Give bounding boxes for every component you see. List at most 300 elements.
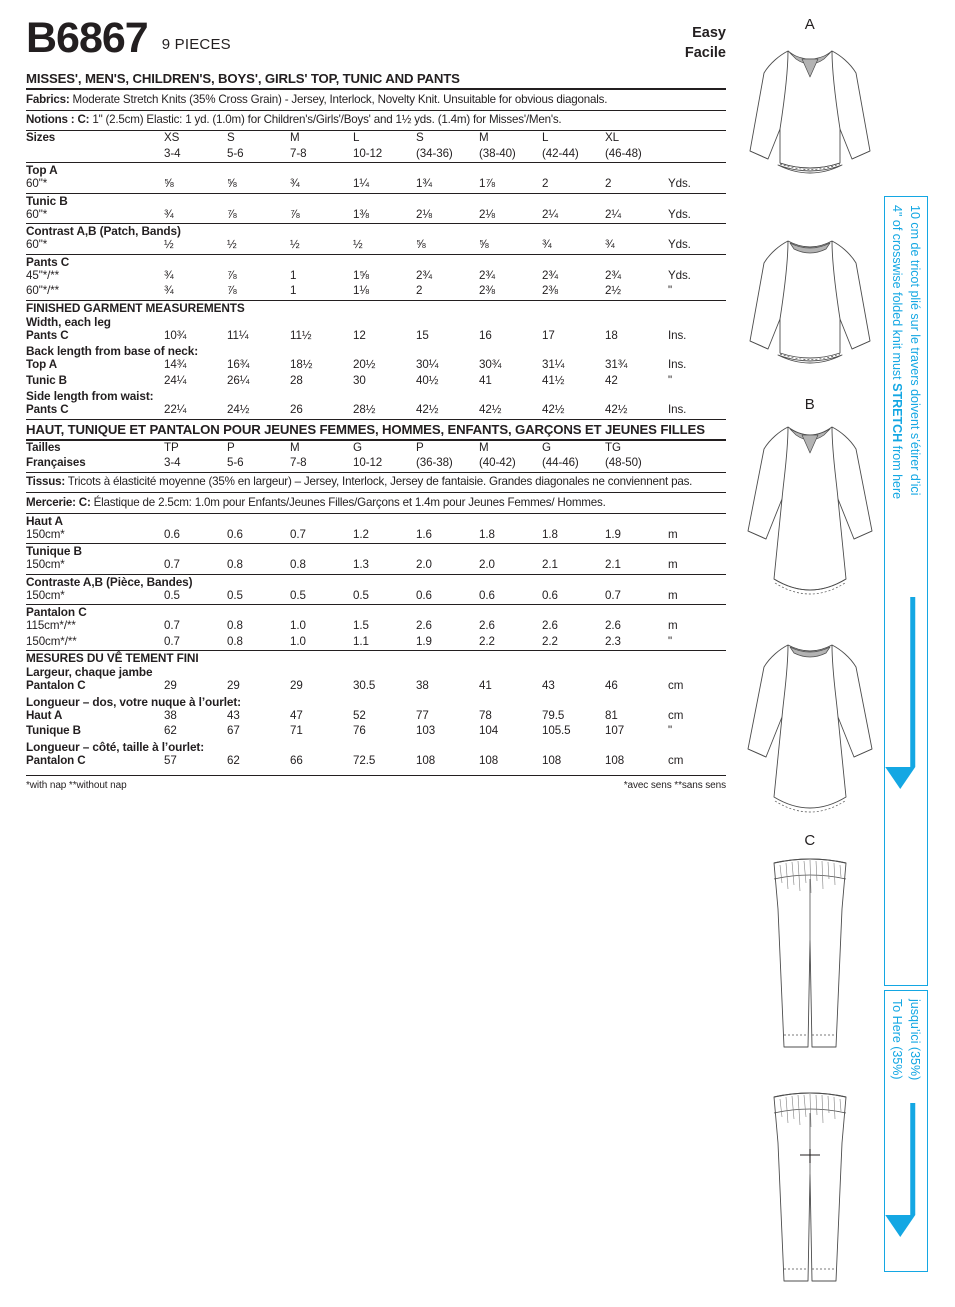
row-label: 60"*/** <box>26 284 60 298</box>
table-row <box>26 269 726 285</box>
fabric-group-table <box>26 208 726 224</box>
tissus-text: Tricots à élasticité moyenne (35% en largeur) – Jersey, Interlock, Jersey de fantaisie. Grandes diagonales ne conviennent pas. <box>64 475 693 489</box>
sizes-table-fr <box>26 441 726 472</box>
value-cell-4: 28½ <box>353 403 376 417</box>
header <box>26 14 726 63</box>
value-cell-1: ¾ <box>164 207 174 221</box>
figure-pants-c-front <box>744 832 876 1066</box>
value-cell-1: 24¼ <box>164 373 187 387</box>
unit-cell: m <box>668 558 678 572</box>
value-cell-2: 0.8 <box>227 634 243 648</box>
table-row <box>26 619 726 635</box>
figure-pants-c-back <box>744 1066 876 1300</box>
value-cell-7: 31¼ <box>542 358 565 372</box>
value-cell-7: 0.6 <box>542 588 558 602</box>
value-cell-6: ⅝ <box>479 238 489 252</box>
value-cell-3: 1 <box>290 268 297 282</box>
value-cell-8: 2 <box>605 177 612 191</box>
value-cell-7: 43 <box>542 679 555 693</box>
mercerie-line <box>26 493 726 512</box>
table-row <box>26 329 726 345</box>
nap-footer <box>26 776 726 791</box>
size-col-5: S <box>416 131 424 145</box>
row-label: Tunic B <box>26 373 67 387</box>
fabric-group-table <box>26 619 726 650</box>
measurement-subhead: Width, each leg <box>26 314 111 329</box>
value-cell-8: 1.9 <box>605 527 621 541</box>
fabric-requirements-en <box>26 162 726 300</box>
stretch-text-en <box>888 205 906 499</box>
value-cell-4: 76 <box>353 724 366 738</box>
value-cell-6: 42½ <box>479 403 502 417</box>
table-row <box>26 441 726 457</box>
value-cell-8: 107 <box>605 724 625 738</box>
row-label: 150cm* <box>26 588 65 602</box>
table-row <box>26 754 726 770</box>
measurement-table <box>26 754 726 770</box>
stretch-gauge-lower-box <box>884 990 928 1272</box>
top-back-icon <box>744 223 876 391</box>
stretch-gauge-lower-text <box>885 999 927 1080</box>
value-cell-5: 0.6 <box>416 588 432 602</box>
table-row <box>26 635 726 651</box>
fabric-group-table <box>26 528 726 544</box>
value-cell-4: ½ <box>353 238 363 252</box>
row-label: Pants C <box>26 328 69 342</box>
value-cell-4: 20½ <box>353 358 376 372</box>
value-cell-4: 52 <box>353 708 366 722</box>
unit-cell: Yds. <box>668 268 691 282</box>
sizes-label: Sizes <box>26 131 56 145</box>
size-range-4: 10-12 <box>353 146 383 160</box>
value-cell-5: 2.0 <box>416 558 432 572</box>
measurement-table <box>26 358 726 389</box>
value-cell-4: 1⅝ <box>353 268 369 282</box>
value-cell-7: 2.6 <box>542 619 558 633</box>
fr-size-range-7: (44-46) <box>542 456 579 470</box>
value-cell-8: 2.1 <box>605 558 621 572</box>
sizes-table-en <box>26 131 726 162</box>
fabric-group-name: Tunique B <box>26 544 82 559</box>
value-cell-2: ⅞ <box>227 207 237 221</box>
value-cell-8: 2¾ <box>605 268 621 282</box>
unit-cell: cm <box>668 708 684 722</box>
value-cell-1: 29 <box>164 679 177 693</box>
value-cell-5: 40½ <box>416 373 439 387</box>
value-cell-1: 10¾ <box>164 328 187 342</box>
value-cell-8: 2.6 <box>605 619 621 633</box>
value-cell-5: 15 <box>416 328 429 342</box>
value-cell-3: 0.7 <box>290 527 306 541</box>
value-cell-7: 42½ <box>542 403 565 417</box>
fr-size-col-4: G <box>353 440 362 454</box>
arrow-head-down-icon <box>885 1215 915 1237</box>
table-row <box>26 208 726 224</box>
measurement-subhead: Longueur – dos, votre nuque à l’ourlet: <box>26 694 242 709</box>
value-cell-6: 104 <box>479 724 499 738</box>
value-cell-6: 2.0 <box>479 558 495 572</box>
value-cell-8: 81 <box>605 708 618 722</box>
row-label: Pants C <box>26 403 69 417</box>
pants-back-icon <box>744 1083 876 1295</box>
difficulty-block <box>685 18 726 63</box>
stretch-word: STRETCH <box>890 383 904 443</box>
row-label: 150cm* <box>26 558 65 572</box>
value-cell-2: 24½ <box>227 403 250 417</box>
value-cell-8: 46 <box>605 679 618 693</box>
divider <box>26 419 726 420</box>
size-range-5: (34-36) <box>416 146 453 160</box>
value-cell-1: 22¼ <box>164 403 187 417</box>
value-cell-3: 11½ <box>290 328 312 342</box>
value-cell-2: 43 <box>227 708 240 722</box>
fr-size-range-5: (36-38) <box>416 456 453 470</box>
value-cell-1: ¾ <box>164 268 174 282</box>
value-cell-7: ¾ <box>542 238 552 252</box>
value-cell-4: 1⅛ <box>353 284 369 298</box>
fabrics-text: Moderate Stretch Knits (35% Cross Grain) - Jersey, Interlock, Novelty Knit. Unsuitable for obvious diagonals. <box>69 92 608 106</box>
value-cell-8: 2½ <box>605 284 621 298</box>
unit-cell: cm <box>668 753 684 767</box>
value-cell-3: ¾ <box>290 177 300 191</box>
value-cell-8: 31¾ <box>605 358 628 372</box>
pants-front-icon <box>744 849 876 1061</box>
value-cell-2: 62 <box>227 753 240 767</box>
value-cell-5: 1.9 <box>416 634 432 648</box>
value-cell-7: 17 <box>542 328 555 342</box>
table-row <box>26 177 726 193</box>
value-cell-3: 71 <box>290 724 303 738</box>
finished-measurements-fr <box>26 665 726 769</box>
fr-size-col-1: TP <box>164 440 179 454</box>
figure-label-blank-2 <box>744 614 876 631</box>
value-cell-3: 47 <box>290 708 303 722</box>
row-label: 45"*/** <box>26 268 60 282</box>
table-row <box>26 589 726 605</box>
measurement-subhead: Largeur, chaque jambe <box>26 665 153 680</box>
unit-cell <box>668 131 726 147</box>
value-cell-6: 41 <box>479 679 492 693</box>
to-here-text-fr: jusqu’ici (35%) <box>908 999 923 1081</box>
value-cell-4: 1¼ <box>353 177 369 191</box>
table-row <box>26 709 726 725</box>
value-cell-8: 108 <box>605 753 625 767</box>
fabric-group-name: Haut A <box>26 513 63 528</box>
value-cell-2: 29 <box>227 679 240 693</box>
size-range-3: 7-8 <box>290 146 307 160</box>
fr-size-range-3: 7-8 <box>290 456 307 470</box>
value-cell-4: 1.2 <box>353 527 369 541</box>
value-cell-2: ⅞ <box>227 268 237 282</box>
unit-cell: m <box>668 588 678 602</box>
value-cell-2: ⅝ <box>227 177 237 191</box>
fr-size-col-2: P <box>227 440 235 454</box>
value-cell-5: 2⅛ <box>416 207 432 221</box>
value-cell-3: 1.0 <box>290 634 306 648</box>
page-title: MISSES', MEN'S, CHILDREN'S, BOYS', GIRLS' TOP, TUNIC AND PANTS <box>26 71 460 87</box>
value-cell-6: 2¾ <box>479 268 495 282</box>
value-cell-5: 108 <box>416 753 436 767</box>
value-cell-3: 1 <box>290 284 297 298</box>
size-col-6: M <box>479 131 489 145</box>
figure-tunic-b-front <box>744 396 876 614</box>
unit-cell: Ins. <box>668 328 687 342</box>
value-cell-2: 0.8 <box>227 558 243 572</box>
value-cell-1: ¾ <box>164 284 174 298</box>
row-label: Tunique B <box>26 724 81 738</box>
value-cell-1: 0.7 <box>164 634 180 648</box>
fabric-requirements-fr <box>26 513 726 651</box>
finished-heading-fr: MESURES DU VÊ TEMENT FINI <box>26 651 199 666</box>
value-cell-4: 72.5 <box>353 753 376 767</box>
tailles-label: Tailles <box>26 440 61 454</box>
fabric-group-table <box>26 589 726 605</box>
table-row <box>26 558 726 574</box>
size-range-1: 3-4 <box>164 146 181 160</box>
value-cell-6: 1⅞ <box>479 177 495 191</box>
unit-cell: Yds. <box>668 238 691 252</box>
fr-size-col-3: M <box>290 440 300 454</box>
value-cell-7: 79.5 <box>542 708 565 722</box>
value-cell-3: 18½ <box>290 358 313 372</box>
row-label: 60"* <box>26 177 48 191</box>
value-cell-6: 108 <box>479 753 499 767</box>
arrow-shaft <box>910 1103 915 1215</box>
row-label: 60"* <box>26 238 48 252</box>
fr-size-range-6: (40-42) <box>479 456 516 470</box>
value-cell-1: ⅝ <box>164 177 174 191</box>
measurement-subhead: Longueur – côté, taille à l’ourlet: <box>26 739 205 754</box>
measurement-table <box>26 403 726 419</box>
table-row <box>26 528 726 544</box>
top-front-icon <box>744 33 876 201</box>
size-col-4: L <box>353 131 360 145</box>
table-row <box>26 147 726 163</box>
value-cell-8: 2¼ <box>605 207 621 221</box>
value-cell-4: 12 <box>353 328 366 342</box>
fr-size-col-6: M <box>479 440 489 454</box>
row-label: 150cm* <box>26 527 65 541</box>
size-range-8: (46-48) <box>605 146 642 160</box>
fabric-group-table <box>26 558 726 574</box>
fabric-group-name: Contrast A,B (Patch, Bands) <box>26 224 181 239</box>
fabric-group-name: Pantalon C <box>26 605 87 620</box>
notions-text: 1" (2.5cm) Elastic: 1 yd. (1.0m) for Children's/Girls'/Boys' and 1½ yds. (1.4m) for Misses'/Men's. <box>89 113 562 127</box>
value-cell-2: 0.5 <box>227 588 243 602</box>
unit-cell: Ins. <box>668 358 687 372</box>
stretch-arrow-upper <box>897 597 915 789</box>
unit-cell: " <box>668 284 673 298</box>
row-label: Haut A <box>26 708 63 722</box>
unit-cell: Ins. <box>668 403 687 417</box>
unit-cell: m <box>668 527 678 541</box>
figure-top-a-back <box>744 206 876 396</box>
stretch-text-en-part1: 4" of crosswise folded knit must <box>890 205 904 384</box>
value-cell-5: 30¼ <box>416 358 439 372</box>
value-cell-4: 30 <box>353 373 366 387</box>
pattern-number: B6867 <box>26 14 148 62</box>
table-row <box>26 679 726 695</box>
tunic-back-icon <box>744 631 876 827</box>
row-label: 115cm*/** <box>26 619 76 633</box>
value-cell-1: 0.5 <box>164 588 180 602</box>
stretch-text-fr: 10 cm de tricot plié sur le travers doivent s’étirer d’ici <box>908 205 923 496</box>
size-col-1: XS <box>164 131 180 145</box>
stretch-gauge-upper-text <box>885 205 927 499</box>
fabrics-label: Fabrics: <box>26 92 70 106</box>
size-col-3: M <box>290 131 300 145</box>
measurement-subhead: Side length from waist: <box>26 389 154 404</box>
value-cell-6: 2⅜ <box>479 284 495 298</box>
mercerie-label: Mercerie: C: <box>26 495 91 509</box>
table-row <box>26 358 726 374</box>
value-cell-6: 1.8 <box>479 527 495 541</box>
value-cell-1: 0.6 <box>164 527 180 541</box>
value-cell-7: 41½ <box>542 373 565 387</box>
value-cell-2: 26¼ <box>227 373 250 387</box>
fr-size-col-8: TG <box>605 440 621 454</box>
value-cell-1: 57 <box>164 753 177 767</box>
fr-size-range-1: 3-4 <box>164 456 181 470</box>
finished-heading-en: FINISHED GARMENT MEASUREMENTS <box>26 300 245 315</box>
value-cell-3: ½ <box>290 238 300 252</box>
size-col-7: L <box>542 131 549 145</box>
fabric-group-table <box>26 269 726 300</box>
unit-cell <box>668 441 726 457</box>
difficulty-en: Easy <box>692 25 726 41</box>
table-row <box>26 284 726 300</box>
fabric-group-name: Tunic B <box>26 193 68 208</box>
figure-label-blank-1 <box>744 206 876 223</box>
value-cell-4: 1⅜ <box>353 207 369 221</box>
value-cell-7: 105.5 <box>542 724 571 738</box>
unit-cell: cm <box>668 679 684 693</box>
notions-line <box>26 111 726 130</box>
value-cell-3: 28 <box>290 373 303 387</box>
value-cell-2: 16¾ <box>227 358 250 372</box>
table-row <box>26 724 726 740</box>
value-cell-6: 2⅛ <box>479 207 495 221</box>
row-label: 150cm*/** <box>26 634 77 648</box>
value-cell-2: ½ <box>227 238 237 252</box>
figure-tunic-b-back <box>744 614 876 832</box>
stretch-gauge <box>884 196 928 1272</box>
value-cell-7: 2.2 <box>542 634 558 648</box>
row-label: 60"* <box>26 207 48 221</box>
value-cell-5: 2 <box>416 284 423 298</box>
value-cell-2: 11¼ <box>227 328 249 342</box>
garment-illustrations <box>744 16 876 1300</box>
value-cell-5: 42½ <box>416 403 439 417</box>
value-cell-3: ⅞ <box>290 207 300 221</box>
value-cell-8: 18 <box>605 328 618 342</box>
value-cell-5: 2¾ <box>416 268 432 282</box>
spacer <box>26 147 164 163</box>
unit-cell: m <box>668 619 678 633</box>
fabric-group-name: Pants C <box>26 254 70 269</box>
value-cell-7: 2.1 <box>542 558 558 572</box>
figure-top-a-front <box>744 16 876 206</box>
value-cell-5: 1¾ <box>416 177 432 191</box>
measurement-subhead: Back length from base of neck: <box>26 344 199 359</box>
value-cell-6: 41 <box>479 373 492 387</box>
arrow-head-down-icon <box>885 767 915 789</box>
value-cell-6: 2.6 <box>479 619 495 633</box>
fr-size-range-4: 10-12 <box>353 456 383 470</box>
tunic-front-icon <box>744 413 876 609</box>
size-range-2: 5-6 <box>227 146 244 160</box>
fabric-group-name: Top A <box>26 163 58 178</box>
fr-size-range-2: 5-6 <box>227 456 244 470</box>
nap-note-en: *with nap **without nap <box>26 780 127 792</box>
value-cell-6: 2.2 <box>479 634 495 648</box>
finished-measurements-en <box>26 315 726 419</box>
figure-label-c: C <box>804 832 816 849</box>
nap-note-fr: *avec sens **sans sens <box>623 780 726 792</box>
value-cell-3: 0.5 <box>290 588 306 602</box>
value-cell-3: 1.0 <box>290 619 306 633</box>
value-cell-2: 0.8 <box>227 619 243 633</box>
value-cell-7: 1.8 <box>542 527 558 541</box>
value-cell-4: 1.3 <box>353 558 369 572</box>
value-cell-3: 26 <box>290 403 303 417</box>
stretch-arrow-lower <box>897 1103 915 1237</box>
row-label: Top A <box>26 358 58 372</box>
unit-cell: " <box>668 373 673 387</box>
value-cell-5: ⅝ <box>416 238 426 252</box>
value-cell-6: 16 <box>479 328 492 342</box>
value-cell-3: 29 <box>290 679 303 693</box>
francaises-label: Françaises <box>26 456 86 470</box>
header-left <box>26 14 231 62</box>
size-range-7: (42-44) <box>542 146 579 160</box>
value-cell-5: 2.6 <box>416 619 432 633</box>
value-cell-8: 0.7 <box>605 588 621 602</box>
table-row <box>26 403 726 419</box>
value-cell-2: ⅞ <box>227 284 237 298</box>
value-cell-4: 1.5 <box>353 619 369 633</box>
value-cell-8: 42 <box>605 373 618 387</box>
french-title: HAUT, TUNIQUE ET PANTALON POUR JEUNES FEMMES, HOMMES, ENFANTS, GARÇONS ET JEUNES FILLES <box>26 421 705 437</box>
measurement-table <box>26 679 726 695</box>
value-cell-7: 2 <box>542 177 549 191</box>
value-cell-3: 66 <box>290 753 303 767</box>
figure-label-a: A <box>804 16 816 33</box>
figure-label-blank-3 <box>744 1066 876 1083</box>
value-cell-4: 0.5 <box>353 588 369 602</box>
size-col-8: XL <box>605 131 619 145</box>
value-cell-7: 2⅜ <box>542 284 558 298</box>
value-cell-7: 108 <box>542 753 562 767</box>
value-cell-6: 30¾ <box>479 358 502 372</box>
value-cell-8: 42½ <box>605 403 628 417</box>
fabric-group-table <box>26 177 726 193</box>
table-row <box>26 238 726 254</box>
fabrics-line <box>26 90 726 109</box>
unit-cell: " <box>668 724 673 738</box>
stretch-text-en-part2: from here <box>890 442 904 500</box>
to-here-text-en: To Here (35%) <box>890 999 904 1080</box>
difficulty-fr: Facile <box>684 44 726 61</box>
value-cell-1: 38 <box>164 708 177 722</box>
unit-cell <box>668 456 726 472</box>
tissus-line <box>26 473 726 492</box>
table-row <box>26 374 726 390</box>
fr-size-col-7: G <box>542 440 551 454</box>
value-cell-2: 0.6 <box>227 527 243 541</box>
value-cell-4: 30.5 <box>353 679 376 693</box>
fabric-group-name: Contraste A,B (Pièce, Bandes) <box>26 574 193 589</box>
